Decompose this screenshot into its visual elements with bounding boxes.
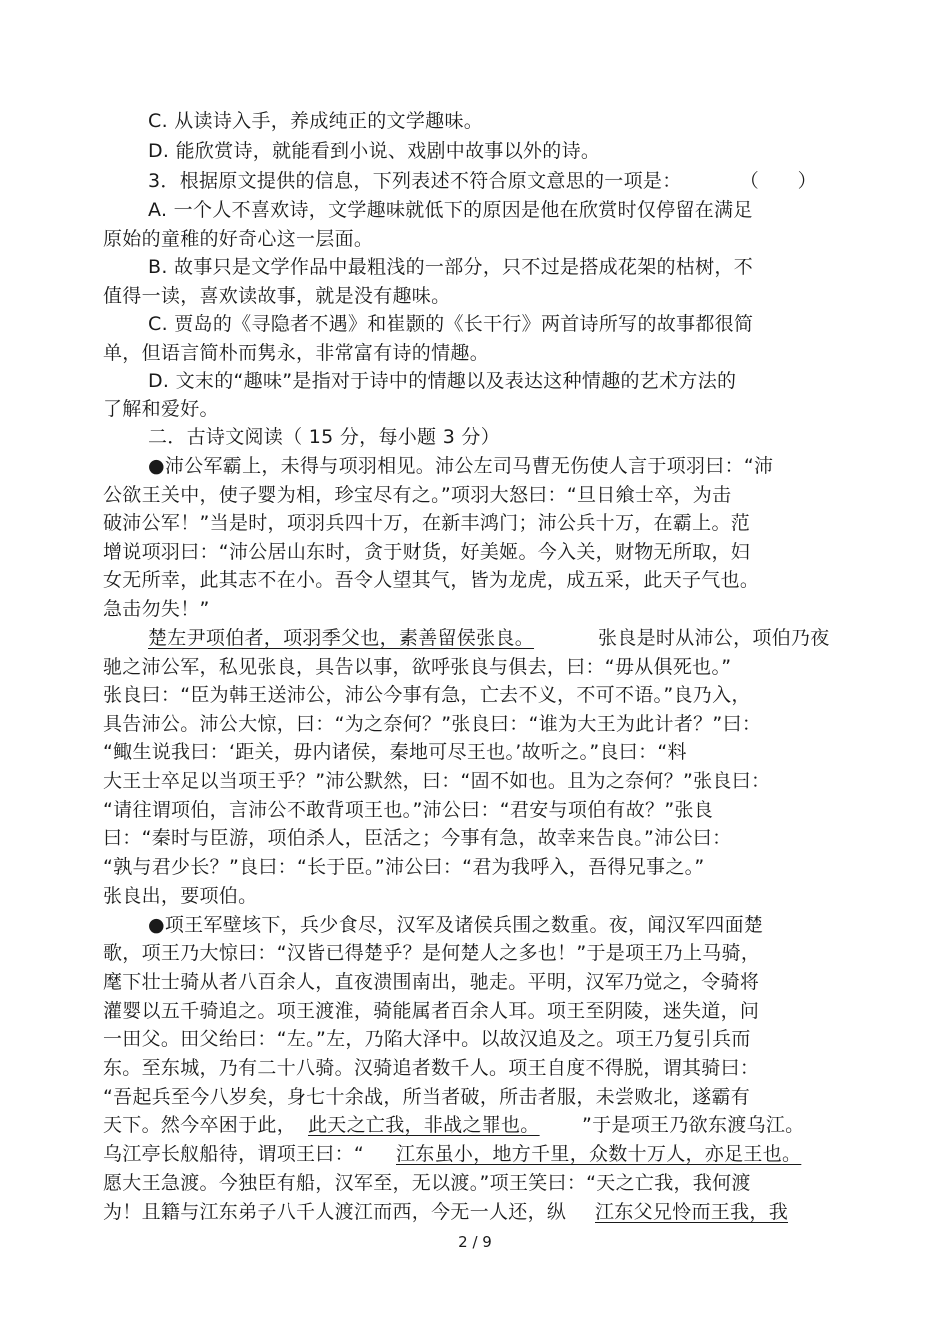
answer-d-line-1: D. 文末的“趣味”是指对于诗中的情趣以及表达这种情趣的艺术方法的	[148, 370, 737, 392]
passage-2-line-1-rest: 张良是时从沛公，项伯乃夜	[598, 627, 830, 649]
underlined-sentence-1: 楚左尹项伯者，项羽季父也，素善留侯张良。	[148, 627, 535, 649]
passage-3-line-10: 愿大王急渡。今独臣有船，汉军至，无以渡。”项王笑曰：“天之亡我，我何渡	[103, 1172, 751, 1194]
passage-3-line-11-start: 为！且籍与江东弟子八千人渡江而西，今无一人还，纵	[103, 1201, 567, 1223]
answer-a-line-1: A. 一个人不喜欢诗，文学趣味就低下的原因是他在欣赏时仅停留在满足	[148, 199, 753, 221]
passage-2-line-7: “请往谓项伯，言沛公不敢背项王也。”沛公曰：“君安与项伯有故？”张良	[103, 799, 714, 821]
passage-3-line-6: 东。至东城，乃有二十八骑。汉骑追者数千人。项王自度不得脱，谓其骑曰：	[103, 1057, 760, 1079]
answer-d-line-2: 了解和爱好。	[103, 398, 219, 420]
passage-1-line-2: 公欲王关中，使子婴为相，珍宝尽有之。”项羽大怒曰：“旦日飨士卒，为击	[103, 484, 732, 506]
passage-1-line-6: 急击勿失！”	[103, 598, 210, 620]
underlined-sentence-4: 江东父兄怜而王我，我	[595, 1201, 789, 1223]
answer-c-line-2: 单，但语言简朴而隽永，非常富有诗的情趣。	[103, 342, 490, 364]
underlined-sentence-2: 此天之亡我，非战之罪也。	[308, 1114, 540, 1136]
passage-3-line-8-end: ”于是项王乃欲东渡乌江。	[582, 1114, 805, 1136]
passage-3-line-8-start: 天下。然今卒困于此，	[103, 1114, 297, 1136]
page-number: 2 / 9	[458, 1233, 492, 1251]
passage-3-line-7: “吾起兵至今八岁矣，身七十余战，所当者破，所击者服，未尝败北，遂霸有	[103, 1086, 751, 1108]
passage-2-line-6: 大王士卒足以当项王乎？”沛公默然，曰：“固不如也。且为之奈何？”张良曰：	[103, 770, 771, 792]
passage-1-line-4: 增说项羽曰：“沛公居山东时，贪于财货，好美姬。今入关，财物无所取，妇	[103, 541, 751, 563]
passage-3-line-2: 歌，项王乃大惊曰：“汉皆已得楚乎？是何楚人之多也！”于是项王乃上马骑，	[103, 942, 761, 964]
option-d-line: D. 能欣赏诗，就能看到小说、戏剧中故事以外的诗。	[148, 140, 601, 162]
question-3: 3．根据原文提供的信息，下列表述不符合原文意思的一项是： （ ）	[148, 170, 817, 192]
passage-2-line-8: 曰：“秦时与臣游，项伯杀人，臣活之；今事有急，故幸来告良。”沛公曰：	[103, 827, 732, 849]
passage-2-line-3: 张良曰：“臣为韩王送沛公，沛公今事有急，亡去不义，不可不语。”良乃入，	[103, 684, 751, 706]
passage-2-line-10: 张良出，要项伯。	[103, 885, 258, 907]
answer-a-line-2: 原始的童稚的好奇心这一层面。	[103, 228, 374, 250]
answer-b-line-1: B. 故事只是文学作品中最粗浅的一部分，只不过是搭成花架的枯树，不	[148, 256, 754, 278]
underlined-sentence-3: 江东虽小，地方千里，众数十万人，亦足王也。	[396, 1143, 802, 1165]
passage-1-line-1: ●沛公军霸上，未得与项羽相见。沛公左司马曹无伤使人言于项羽曰：“沛	[148, 455, 774, 477]
answer-b-line-2: 值得一读，喜欢读故事，就是没有趣味。	[103, 285, 451, 307]
passage-3-line-5: 一田父。田父绐曰：“左。”左，乃陷大泽中。以故汉追及之。项王乃复引兵而	[103, 1028, 751, 1050]
passage-1-line-5: 女无所幸，此其志不在小。吾令人望其气，皆为龙虎，成五采，此天子气也。	[103, 569, 760, 591]
passage-3-line-4: 灌婴以五千骑追之。项王渡淮，骑能属者百余人耳。项王至阴陵，迷失道，问	[103, 1000, 760, 1022]
passage-2-line-4: 具告沛公。沛公大惊，曰：“为之奈何？”张良曰：“谁为大王为此计者？”曰：	[103, 713, 762, 735]
passage-2-line-5: “鲰生说我曰：‘距关，毋内诸侯，秦地可尽王也。’故听之。”良曰：“料	[103, 741, 687, 763]
passage-2-line-9: “孰与君少长？”良曰：“长于臣。”沛公曰：“君为我呼入，吾得兄事之。”	[103, 856, 705, 878]
passage-1-line-3: 破沛公军！”当是时，项羽兵四十万，在新丰鸿门；沛公兵十万，在霸上。范	[103, 512, 751, 534]
passage-3-line-3: 麾下壮士骑从者八百余人，直夜溃围南出，驰走。平明，汉军乃觉之，令骑将	[103, 971, 760, 993]
passage-3-line-9-start: 乌江亭长舣船待，谓项王曰：“	[103, 1143, 365, 1165]
option-c-line: C. 从读诗入手，养成纯正的文学趣味。	[148, 110, 484, 132]
section-heading: 二．古诗文阅读（ 15 分，每小题 3 分）	[148, 426, 501, 448]
answer-c-line-1: C. 贾岛的《寻隐者不遇》和崔颢的《长干行》两首诗所写的故事都很简	[148, 313, 754, 335]
passage-3-line-1: ●项王军壁垓下，兵少食尽，汉军及诸侯兵围之数重。夜，闻汉军四面楚	[148, 914, 764, 936]
passage-2-line-2: 驰之沛公军，私见张良，具告以事，欲呼张良与俱去，曰：“毋从俱死也。”	[103, 656, 732, 678]
